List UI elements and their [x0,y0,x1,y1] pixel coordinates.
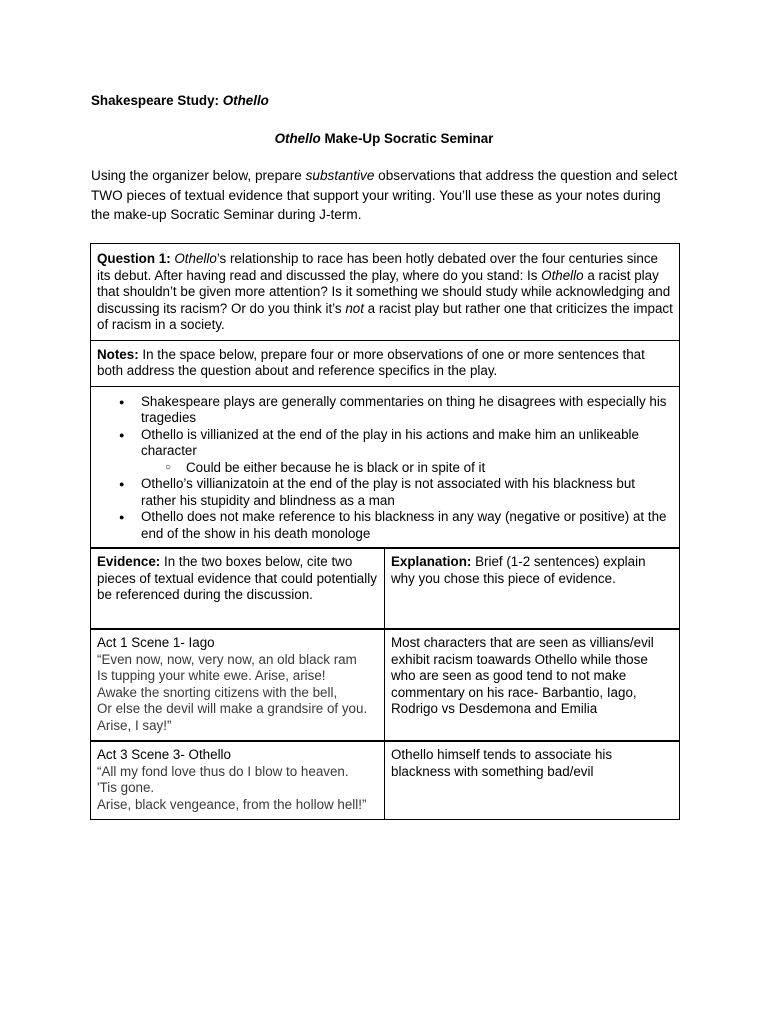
quote-line: Or else the devil will make a grandsire of you. [97,701,368,716]
evidence-source: Act 3 Scene 3- Othello [97,747,231,762]
explanation-cell-1: Most characters that are seen as villians/evil exhibit racism toawards Othello while those who are seen as good tend to not make commentary on his race- Barbantio, Iago, Rodrigo vs Desdemona and Emilia [385,629,680,741]
list-item: ● Othello’s villianizatoin at the end of the play is not associated with his blackness but rather his stupidity and blindness as a man [141,476,673,509]
organizer-table [90,243,680,820]
list-item: ● Othello is villianized at the end of the play in his actions and make him an unlikeable character ○ Could be either because he is black or in spite of it [141,427,673,477]
notes-instructions-cell: Notes: In the space below, prepare four or more observations of one or more sentences that both address the question about and reference specifics in the play. [91,340,680,386]
sub-list-item: ○ Could be either because he is black or in spite of it [186,460,673,477]
seminar-work-title: Othello [274,131,321,146]
question-cell: Question 1: Othello’s relationship to race has been hotly debated over the four centuries since its debut. After having read and discussed the play, where do you stand: Is Othello a racist play that shouldn’t be given more attention? Is it something we should study while acknowledging and discussing its racism? Or do you think it’s not a racist play but rather one that criticizes the impact of racism in a society. [91,244,680,341]
quote-line: Arise, black vengeance, from the hollow hell!” [97,796,367,812]
quote-line: Is tupping your white ewe. Arise, arise! [97,668,326,683]
work-title: Othello [222,93,269,108]
evidence-header-cell: Evidence: In the two boxes below, cite two pieces of textual evidence that could potentially be referenced during the discussion. [91,548,385,629]
explanation-cell-2: Othello himself tends to associate his blackness with something bad/evil [385,741,680,820]
intro-emphasis: substantive [305,168,375,183]
evidence-source: Act 1 Scene 1- Iago [97,635,215,650]
quote-line: Awake the snorting citizens with the bell, [97,684,338,700]
evidence-cell-1 [91,629,385,741]
explanation-header-cell: Explanation: Brief (1-2 sentences) explain why you chose this piece of evidence. [385,548,680,629]
evidence-cell-2 [91,741,385,820]
intro-paragraph: Using the organizer below, prepare substantive observations that address the question and select TWO pieces of textual evidence that support your writing. You’ll use these as your notes during the make-up Socratic Seminar during J-term. [91,168,678,222]
quote-line: 'Tis gone. [97,780,155,795]
evidence-label: Evidence: [97,554,161,569]
list-item: ● Othello does not make reference to his blackness in any way (negative or positive) at the end of the show in his death monologe [141,509,673,542]
question-label: Question 1: [97,251,171,266]
notes-list [97,394,673,543]
quote-line: “Even now, now, very now, an old black ram [97,651,357,667]
quote-line: “All my fond love thus do I blow to heaven. [97,763,349,779]
notes-list-cell [91,386,680,548]
quote-line: Arise, I say!” [97,717,172,733]
explanation-label: Explanation: [391,554,472,569]
notes-label: Notes: [97,346,139,362]
seminar-title: Othello Make-Up Socratic Seminar [274,131,494,146]
list-item: ● Shakespeare plays are generally commentaries on thing he disagrees with especially his tragedies [141,394,673,427]
document-title: Shakespeare Study: Othello [91,93,269,108]
sub-list [141,460,673,477]
